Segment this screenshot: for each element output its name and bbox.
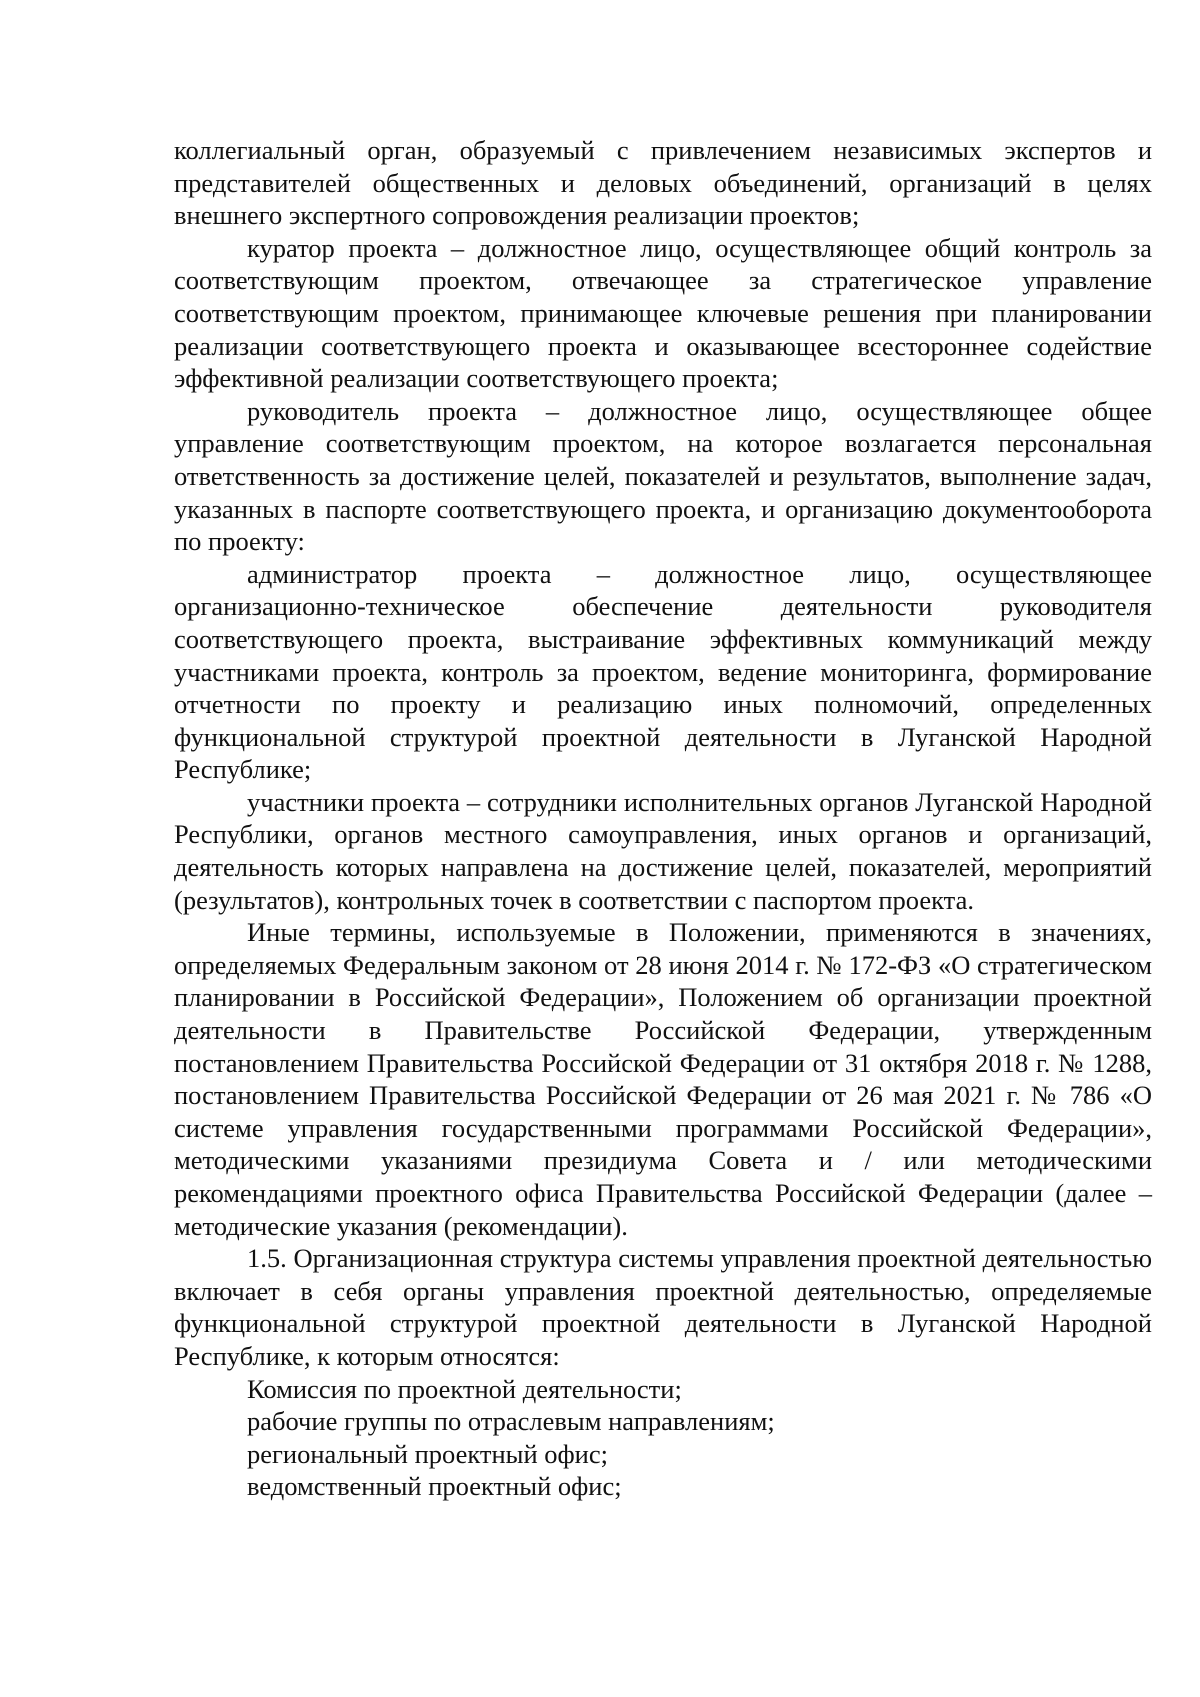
paragraph-collegial-body-definition: коллегиальный орган, образуемый с привлечением независимых экспертов и представителей общественных и деловых объединений, организаций в целях внешнего экспертного сопровождения реализации проектов; <box>174 135 1152 231</box>
paragraph-section-1-5: 1.5. Организационная структура системы управления проектной деятельностью включает в себя органы управления проектной деятельностью, определяемые функциональной структурой проектной деятельности в Луганской Народной Республике, к которым относятся: <box>174 1243 1152 1371</box>
document-body <box>174 134 1152 1503</box>
paragraph-project-participants-definition: участники проекта – сотрудники исполнительных органов Луганской Народной Республики, органов местного самоуправления, иных органов и организаций, деятельность которых направлена на достижение целей, показателей, мероприятий (результатов), контрольных точек в соответствии с паспортом проекта. <box>174 786 1152 915</box>
paragraph-project-manager-definition: руководитель проекта – должностное лицо, осуществляющее общее управление соответствующим проектом, на которое возлагается персональная ответственность за достижение целей, показателей и результатов, выполнение задач, указанных в паспорте соответствующего проекта, и организацию документооборота по проекту: <box>174 395 1152 557</box>
list-item: региональный проектный офис; <box>247 1438 608 1469</box>
paragraph-project-curator-definition: куратор проекта – должностное лицо, осуществляющее общий контроль за соответствующим проектом, отвечающее за стратегическое управление соответствующим проектом, принимающее ключевые решения при планировании реализации соответствующего проекта и оказывающее всестороннее содействие эффективной реализации соответствующего проекта; <box>174 232 1152 394</box>
list-item: ведомственный проектный офис; <box>247 1471 622 1502</box>
paragraph-other-terms: Иные термины, используемые в Положении, применяются в значениях, определяемых Федеральным законом от 28 июня 2014 г. № 172-ФЗ «О стратегическом планировании в Российской Федерации», Положением об организации проектной деятельности в Правительстве Российской Федерации, утвержденным постановлением Правительства Российской Федерации от 31 октября 2018 г. № 1288, постановлением Правительства Российской Федерации от 26 мая 2021 г. № 786 «О системе управления государственными программами Российской Федерации», методическими указаниями президиума Совета и / или методическими рекомендациями проектного офиса Правительства Российской Федерации (далее – методические указания (рекомендации). <box>174 917 1152 1241</box>
list-item: Комиссия по проектной деятельности; <box>247 1373 682 1404</box>
list-item: рабочие группы по отраслевым направлениям; <box>247 1406 775 1437</box>
paragraph-project-administrator-definition: администратор проекта – должностное лицо, осуществляющее организационно-техническое обеспечение деятельности руководителя соответствующего проекта, выстраивание эффективных коммуникаций между участниками проекта, контроль за проектом, ведение мониторинга, формирование отчетности по проекту и реализацию иных полномочий, определенных функциональной структурой проектной деятельности в Луганской Народной Республике; <box>174 558 1152 785</box>
